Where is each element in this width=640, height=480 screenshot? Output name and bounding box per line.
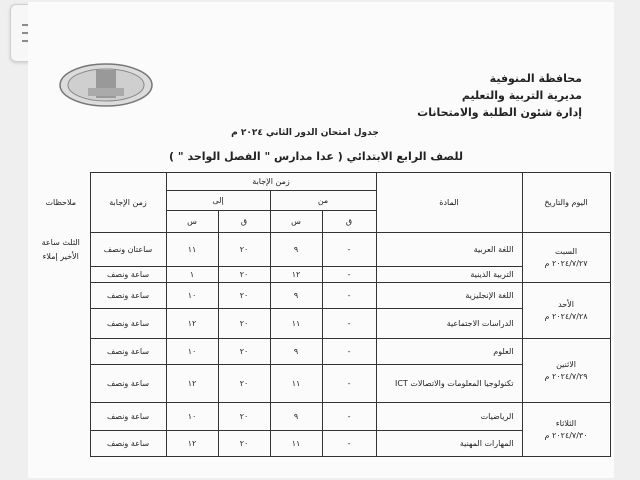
header-from-s: س bbox=[270, 211, 322, 233]
note-cell bbox=[32, 233, 90, 267]
to-s-cell: ١٢ bbox=[166, 309, 218, 339]
day-cell bbox=[522, 283, 610, 339]
header-from-q: ق bbox=[322, 211, 376, 233]
exam-schedule-table bbox=[32, 172, 611, 457]
from-q-cell: - bbox=[322, 309, 376, 339]
subject-cell: تكنولوجيا المعلومات والاتصالات ICT bbox=[376, 365, 522, 403]
from-s-cell: ١١ bbox=[270, 309, 322, 339]
ministry-logo bbox=[58, 62, 154, 108]
day-cell bbox=[522, 233, 610, 283]
from-q-cell: - bbox=[322, 339, 376, 365]
duration-cell: ساعة ونصف bbox=[90, 339, 166, 365]
subject-cell: الرياضيات bbox=[376, 403, 522, 431]
to-q-cell: ٢٠ bbox=[218, 431, 270, 457]
duration-cell: ساعة ونصف bbox=[90, 309, 166, 339]
subject-cell: اللغة الإنجليزية bbox=[376, 283, 522, 309]
from-q-cell: - bbox=[322, 283, 376, 309]
subject-cell: التربية الدينية bbox=[376, 267, 522, 283]
from-s-cell: ١٢ bbox=[270, 267, 322, 283]
from-s-cell: ٩ bbox=[270, 283, 322, 309]
from-s-cell: ٩ bbox=[270, 339, 322, 365]
day-date: ٢٠٢٤/٧/٣٠ م bbox=[544, 430, 588, 440]
governorate-label: محافظة المنوفية bbox=[489, 72, 582, 85]
to-q-cell: ٢٠ bbox=[218, 283, 270, 309]
day-name: الثلاثاء bbox=[555, 418, 577, 428]
note-line: الأخير إملاء bbox=[42, 251, 79, 261]
note-line: الثلث ساعة bbox=[41, 237, 80, 247]
header-from: من bbox=[270, 191, 376, 211]
from-s-cell: ٩ bbox=[270, 403, 322, 431]
from-q-cell: - bbox=[322, 267, 376, 283]
subject-cell: المهارات المهنية bbox=[376, 431, 522, 457]
schedule-title: جدول امتحان الدور الثاني ٢٠٢٤ م bbox=[231, 128, 379, 138]
header-to-q: ق bbox=[218, 211, 270, 233]
to-q-cell: ٢٠ bbox=[218, 365, 270, 403]
to-s-cell: ١٠ bbox=[166, 339, 218, 365]
to-q-cell: ٢٠ bbox=[218, 403, 270, 431]
to-s-cell: ١١ bbox=[166, 233, 218, 267]
header-subject: المادة bbox=[376, 173, 522, 233]
header-block bbox=[417, 70, 582, 121]
from-q-cell: - bbox=[322, 233, 376, 267]
duration-cell: ساعتان ونصف bbox=[90, 233, 166, 267]
day-name: السبت bbox=[554, 246, 578, 256]
from-s-cell: ١١ bbox=[270, 365, 322, 403]
header-to: إلى bbox=[166, 191, 270, 211]
to-s-cell: ١٢ bbox=[166, 431, 218, 457]
from-s-cell: ٩ bbox=[270, 233, 322, 267]
to-q-cell: ٢٠ bbox=[218, 339, 270, 365]
day-date: ٢٠٢٤/٧/٢٧ م bbox=[544, 258, 588, 268]
duration-cell: ساعة ونصف bbox=[90, 403, 166, 431]
subject-cell: الدراسات الاجتماعية bbox=[376, 309, 522, 339]
header-day-date: اليوم والتاريخ bbox=[522, 173, 610, 233]
to-s-cell: ١٢ bbox=[166, 365, 218, 403]
duration-cell: ساعة ونصف bbox=[90, 283, 166, 309]
day-date: ٢٠٢٤/٧/٢٨ م bbox=[544, 311, 588, 321]
day-date: ٢٠٢٤/٧/٢٩ م bbox=[544, 371, 588, 381]
duration-cell: ساعة ونصف bbox=[90, 431, 166, 457]
to-s-cell: ١٠ bbox=[166, 283, 218, 309]
duration-cell: ساعة ونصف bbox=[90, 267, 166, 283]
directorate-label: مديرية التربية والتعليم bbox=[461, 89, 582, 102]
subject-cell: اللغة العربية bbox=[376, 233, 522, 267]
header-notes: ملاحظات bbox=[45, 198, 77, 207]
from-q-cell: - bbox=[322, 431, 376, 457]
from-q-cell: - bbox=[322, 403, 376, 431]
to-q-cell: ٢٠ bbox=[218, 267, 270, 283]
header-duration: زمن الإجابة bbox=[90, 173, 166, 233]
to-q-cell: ٢٠ bbox=[218, 309, 270, 339]
header-to-s: س bbox=[166, 211, 218, 233]
day-name: الاثنين bbox=[556, 359, 576, 369]
department-label: إدارة شئون الطلبة والامتحانات bbox=[417, 106, 582, 119]
from-s-cell: ١١ bbox=[270, 431, 322, 457]
from-q-cell: - bbox=[322, 365, 376, 403]
schedule-subtitle: للصف الرابع الابتدائي ( عدا مدارس " الفصل الواحد " ) bbox=[169, 150, 463, 163]
duration-cell: ساعة ونصف bbox=[90, 365, 166, 403]
to-s-cell: ١٠ bbox=[166, 403, 218, 431]
day-name: الأحد bbox=[558, 299, 574, 309]
header-time-group: زمن الإجابة bbox=[166, 173, 376, 191]
day-cell bbox=[522, 339, 610, 403]
to-s-cell: ١ bbox=[166, 267, 218, 283]
day-cell bbox=[522, 403, 610, 457]
to-q-cell: ٢٠ bbox=[218, 233, 270, 267]
subject-cell: العلوم bbox=[376, 339, 522, 365]
